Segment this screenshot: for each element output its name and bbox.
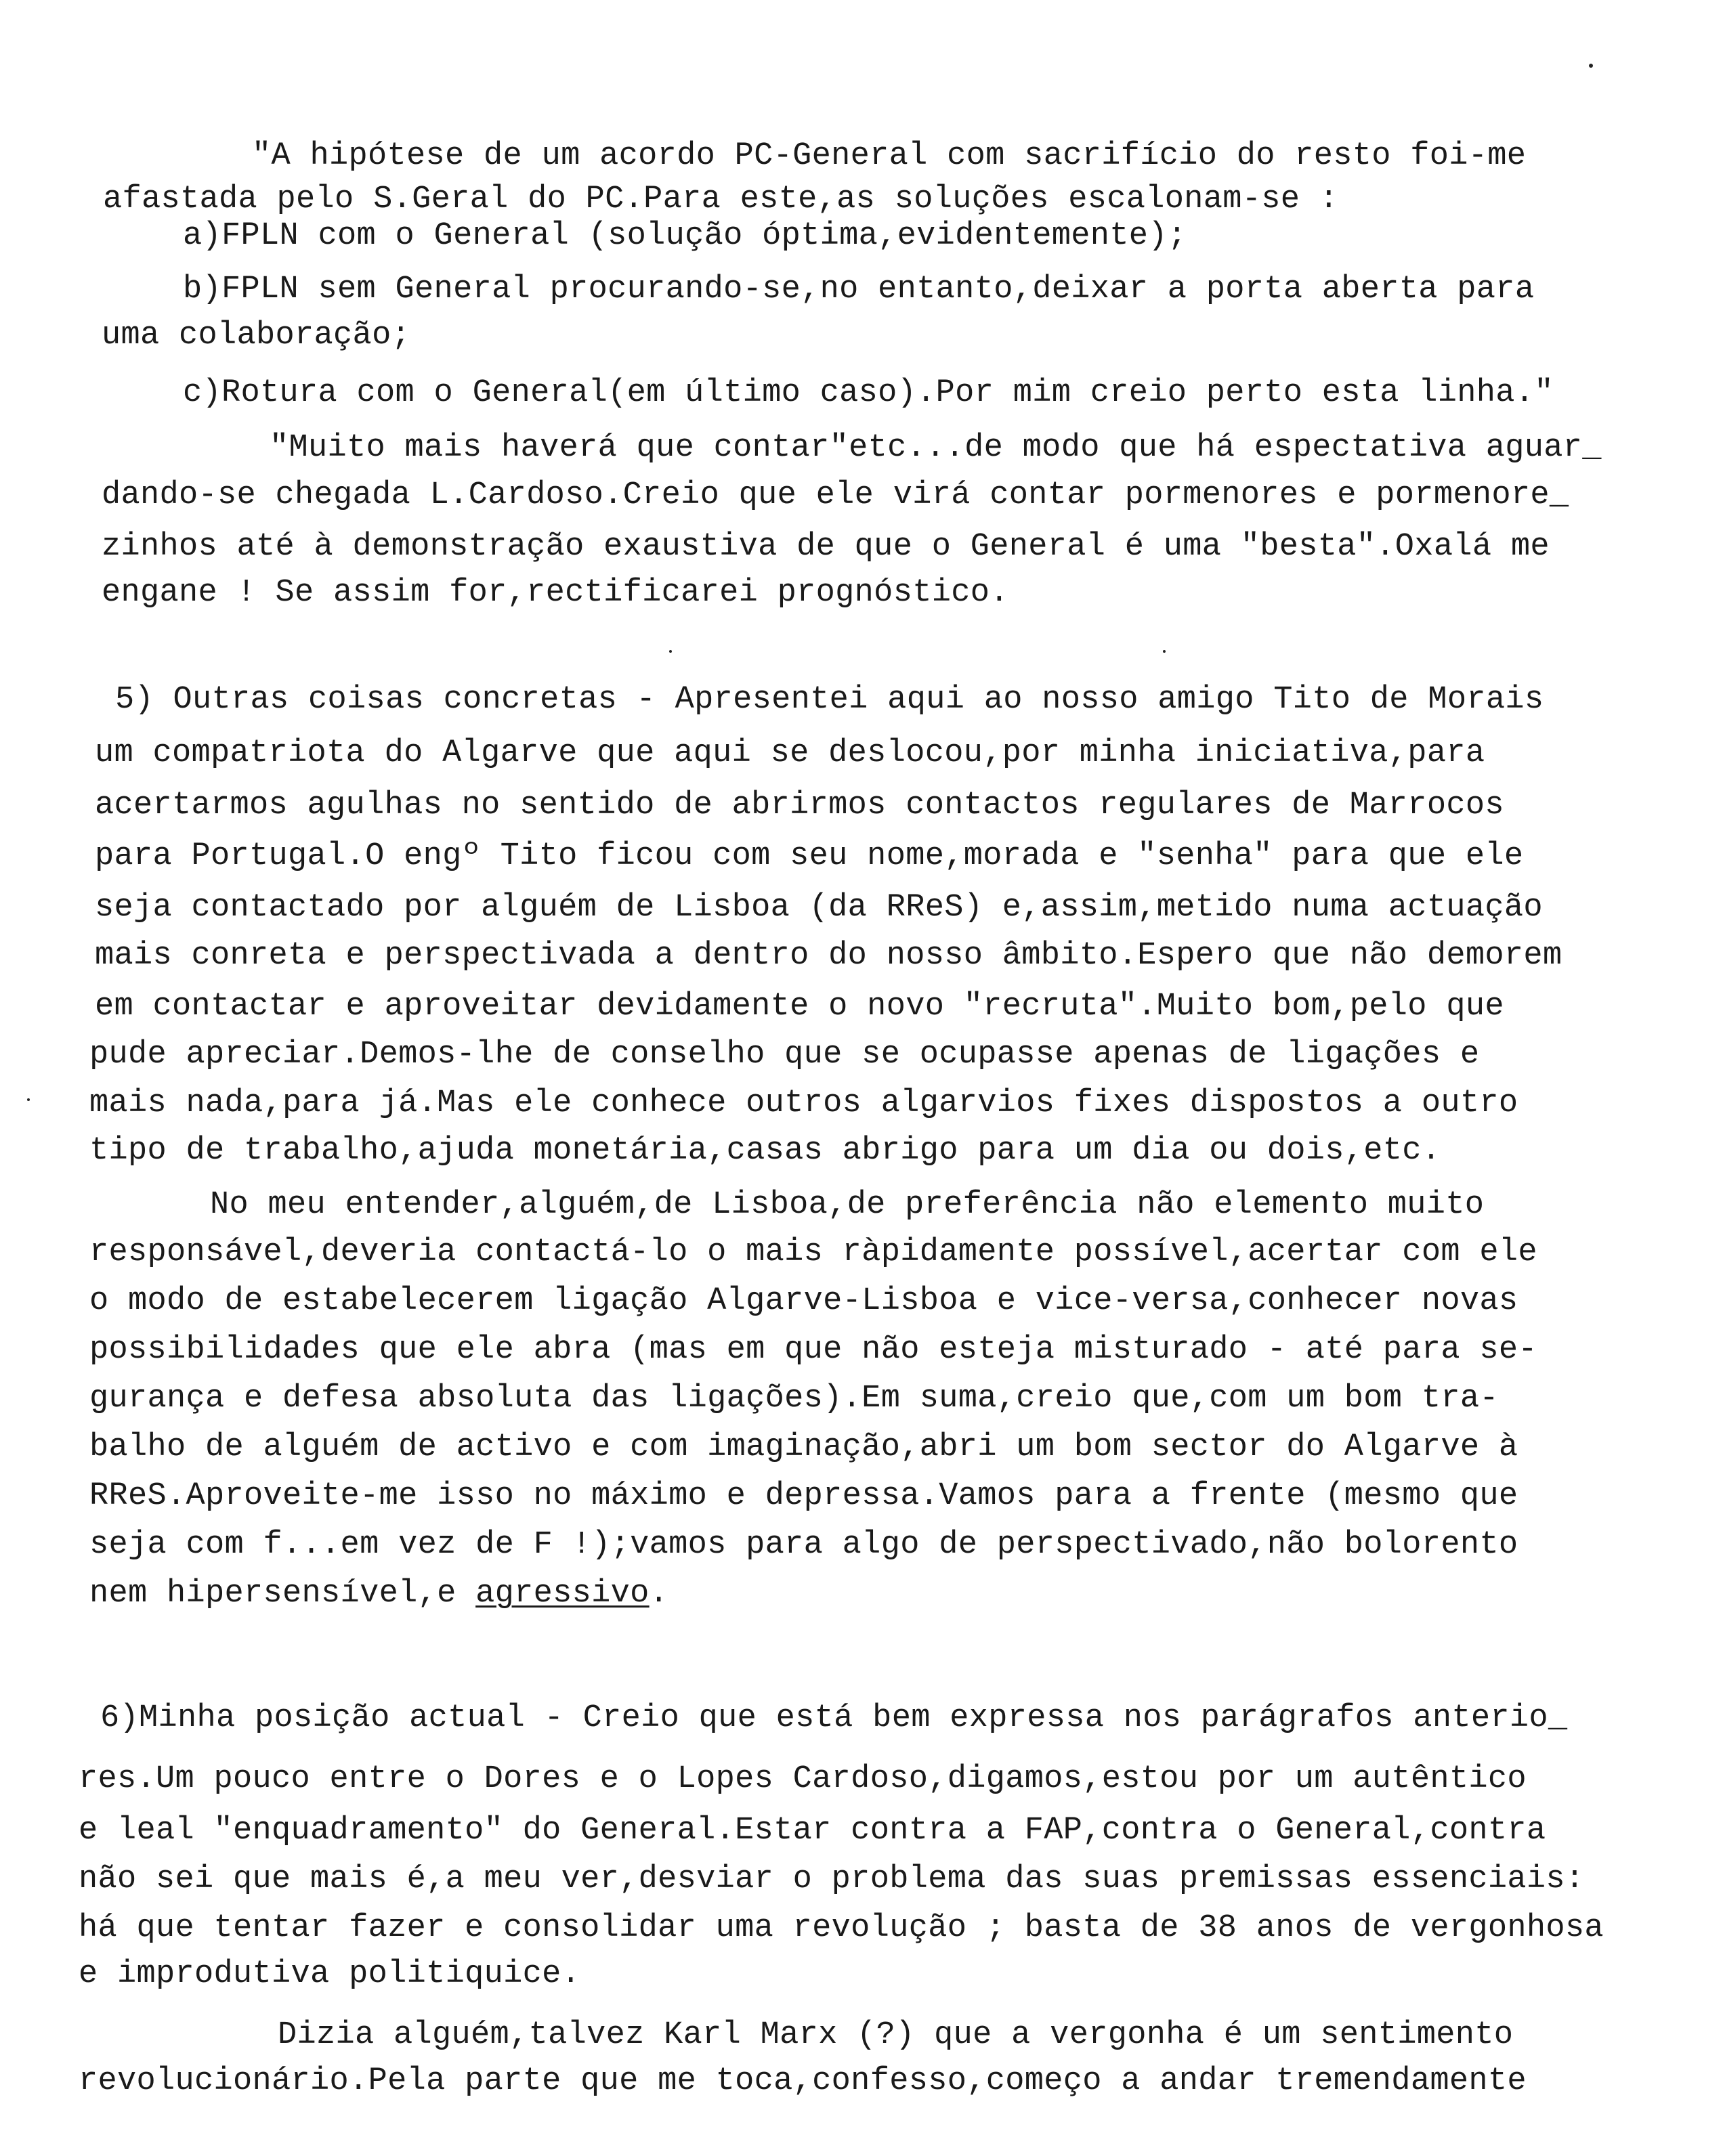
section-5-line: tipo de trabalho,ajuda monetária,casas abrigo para um dia ou dois,etc. (89, 1133, 1441, 1169)
quote-line: engane ! Se assim for,rectificarei prognóstico. (102, 575, 1009, 611)
section-5-line: balho de alguém de activo e com imaginação,abri um bom sector do Algarve à (89, 1429, 1518, 1465)
quote-line: b)FPLN sem General procurando-se,no entanto,deixar a porta aberta para (183, 272, 1535, 307)
section-5-line: responsável,deveria contactá-lo o mais ràpidamente possível,acertar com ele (89, 1234, 1537, 1270)
quote-line: afastada pelo S.Geral do PC.Para este,as soluções escalonam-se : (103, 181, 1339, 217)
quote-line: uma colaboração; (102, 318, 411, 353)
section-5-line: mais nada,para já.Mas ele conhece outros algarvios fixes dispostos a outro (89, 1085, 1518, 1121)
paper-speck (27, 1098, 30, 1101)
section-5-line: em contactar e aproveitar devidamente o novo "recruta".Muito bom,pelo que (95, 989, 1504, 1025)
section-5-line: 5) Outras coisas concretas - Apresentei aqui ao nosso amigo Tito de Morais (115, 682, 1544, 718)
section-5-line: o modo de estabelecerem ligação Algarve-Lisboa e vice-versa,conhecer novas (89, 1283, 1518, 1319)
section-6-line: e improdutiva politiquice. (79, 1956, 581, 1992)
section-5-line: seja com f...em vez de F !);vamos para algo de perspectivado,não bolorento (89, 1527, 1518, 1563)
section-5-line: RReS.Aproveite-me isso no máximo e depressa.Vamos para a frente (mesmo que (89, 1478, 1518, 1514)
section-5-line: seja contactado por alguém de Lisboa (da RReS) e,assim,metido numa actuação (95, 890, 1543, 926)
quote-line: c)Rotura com o General(em último caso).Por mim creio perto esta linha." (183, 375, 1554, 411)
section-5-line: possibilidades que ele abra (mas em que não esteja misturado - até para se- (89, 1332, 1537, 1368)
section-6-line: há que tentar fazer e consolidar uma revolução ; basta de 38 anos de vergonhosa (79, 1910, 1604, 1946)
section-5-line: pude apreciar.Demos-lhe de conselho que se ocupasse apenas de ligações e (89, 1037, 1480, 1073)
section-5-line: No meu entender,alguém,de Lisboa,de preferência não elemento muito (210, 1187, 1485, 1223)
section-6-line: não sei que mais é,a meu ver,desviar o problema das suas premissas essenciais: (79, 1861, 1585, 1897)
paper-speck (669, 650, 672, 653)
section-5-line: um compatriota do Algarve que aqui se deslocou,por minha iniciativa,para (95, 735, 1485, 771)
line-text: nem hipersensível,e (89, 1576, 476, 1612)
underlined-word: agressivo (475, 1576, 650, 1612)
section-6-line: Dizia alguém,talvez Karl Marx (?) que a vergonha é um sentimento (278, 2017, 1514, 2053)
section-6-line: e leal "enquadramento" do General.Estar contra a FAP,contra o General,contra (79, 1813, 1546, 1849)
section-5-line: acertarmos agulhas no sentido de abrirmos contactos regulares de Marrocos (95, 788, 1504, 823)
section-6-line: 6)Minha posição actual - Creio que está bem expressa nos parágrafos anterio_ (100, 1700, 1568, 1736)
quote-line: zinhos até à demonstração exaustiva de que o General é uma "besta".Oxalá me (102, 529, 1550, 565)
section-5-line: para Portugal.O engº Tito ficou com seu nome,morada e "senha" para que ele (95, 838, 1524, 874)
section-5-line: mais conreta e perspectivada a dentro do nosso âmbito.Espero que não demorem (95, 938, 1562, 974)
section-6-line: res.Um pouco entre o Dores e o Lopes Cardoso,digamos,estou por um autêntico (79, 1761, 1527, 1797)
paper-speck (1163, 650, 1166, 653)
quote-line: a)FPLN com o General (solução óptima,evidentemente); (183, 218, 1187, 254)
line-text: . (649, 1576, 669, 1612)
section-6-line: revolucionário.Pela parte que me toca,confesso,começo a andar tremendamente (79, 2063, 1527, 2099)
section-5-line (89, 1575, 668, 1613)
quote-line: dando-se chegada L.Cardoso.Creio que ele virá contar pormenores e pormenore_ (102, 477, 1569, 513)
section-5-line: gurança e defesa absoluta das ligações).Em suma,creio que,com um bom tra- (89, 1381, 1499, 1417)
quote-line: "Muito mais haverá que contar"etc...de modo que há espectativa aguar_ (270, 430, 1602, 466)
quote-line: "A hipótese de um acordo PC-General com sacrifício do resto foi-me (252, 138, 1527, 174)
paper-speck (1589, 64, 1593, 68)
